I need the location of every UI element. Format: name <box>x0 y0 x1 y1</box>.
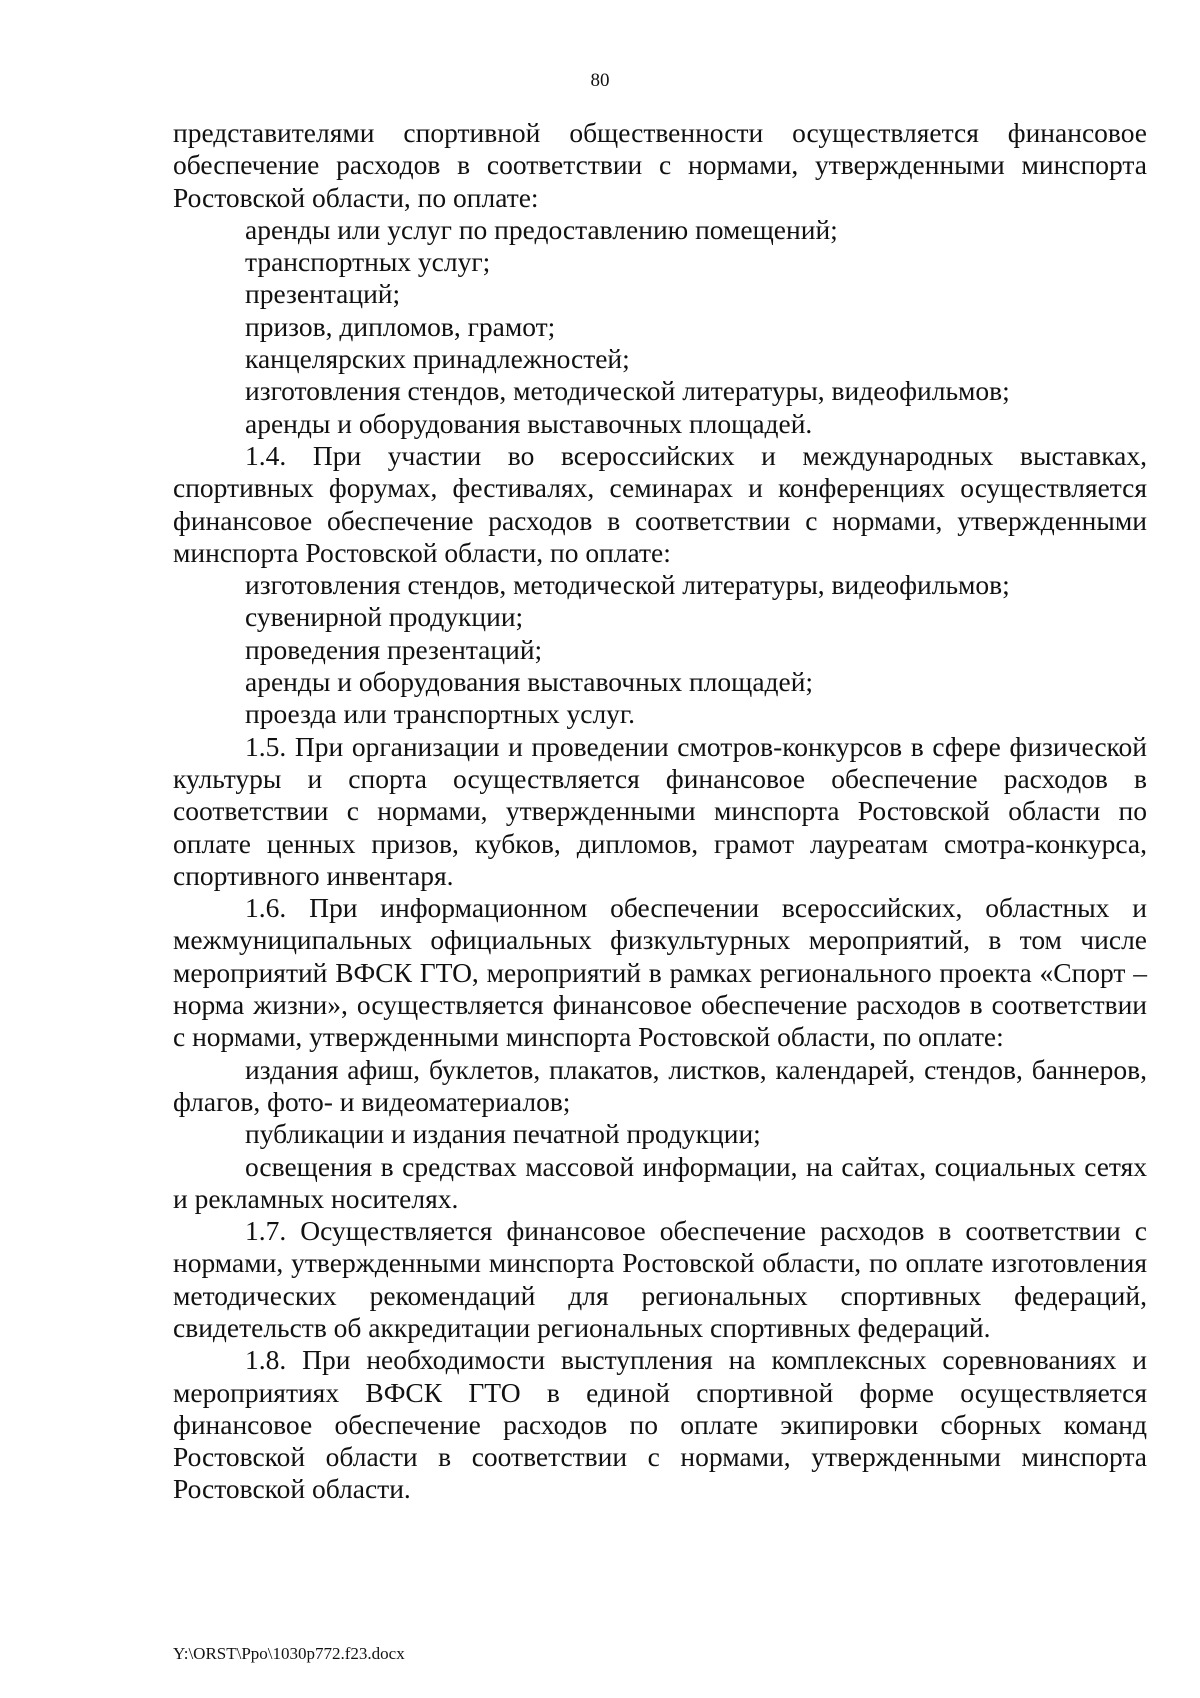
list-item: сувенирной продукции; <box>245 601 524 633</box>
paragraph-1-8: 1.8. При необходимости выступления на комплексных соревнованиях и мероприятиях ВФСК ГТО в единой спортивной форме осуществляется финансовое обеспечение расходов по оплате экипировки сборных команд Ростовской области в соответствии с нормами, утвержденными минспорта Ростовской области. <box>173 1344 1147 1505</box>
paragraph-1-5: 1.5. При организации и проведении смотров-конкурсов в сфере физической культуры и спорта осуществляется финансовое обеспечение расходов в соответствии с нормами, утвержденными минспорта Ростовской области по оплате ценных призов, кубков, дипломов, грамот лауреатам смотра-конкурса, спортивного инвентаря. <box>173 730 1147 891</box>
list-item: аренды и оборудования выставочных площадей. <box>245 407 813 439</box>
list-item: проезда или транспортных услуг. <box>245 698 635 730</box>
paragraph-1-4: 1.4. При участии во всероссийских и международных выставках, спортивных форумах, фестивалях, семинарах и конференциях осуществляется финансовое обеспечение расходов в соответствии с нормами, утвержденными минспорта Ростовской области, по оплате: <box>173 439 1147 568</box>
document-body <box>173 117 1147 1506</box>
page-number: 80 <box>590 70 610 91</box>
list-item: транспортных услуг; <box>245 246 491 278</box>
footer-file-path: Y:\ORST\Ppo\1030p772.f23.docx <box>173 1644 405 1663</box>
list-item: изготовления стендов, методической литературы, видеофильмов; <box>245 569 1010 601</box>
paragraph-1-7: 1.7. Осуществляется финансовое обеспечение расходов в соответствии с нормами, утвержденными минспорта Ростовской области, по оплате изготовления методических рекомендаций для региональных спортивных федераций, свидетельств об аккредитации региональных спортивных федераций. <box>173 1215 1147 1343</box>
paragraph-1-6: 1.6. При информационном обеспечении всероссийских, областных и межмуниципальных официальных физкультурных мероприятий, в том числе мероприятий ВФСК ГТО, мероприятий в рамках регионального проекта «Спорт – норма жизни», осуществляется финансовое обеспечение расходов в соответствии с нормами, утвержденными минспорта Ростовской области, по оплате: <box>173 892 1147 1053</box>
list-item: аренды или услуг по предоставлению помещений; <box>245 213 838 245</box>
list-item: презентаций; <box>245 278 401 310</box>
list-item: изготовления стендов, методической литературы, видеофильмов; <box>245 375 1010 407</box>
list-item: проведения презентаций; <box>245 633 543 665</box>
list-item: публикации и издания печатной продукции; <box>245 1118 761 1150</box>
paragraph: представителями спортивной общественности осуществляется финансовое обеспечение расходов в соответствии с нормами, утвержденными минспорта Ростовской области, по оплате: <box>173 117 1147 213</box>
list-item: аренды и оборудования выставочных площадей; <box>245 666 814 698</box>
list-item: издания афиш, буклетов, плакатов, листков, календарей, стендов, баннеров, флагов, фото- и видеоматериалов; <box>173 1053 1147 1117</box>
list-item: канцелярских принадлежностей; <box>245 343 630 375</box>
list-item: призов, дипломов, грамот; <box>245 310 556 342</box>
list-item: освещения в средствах массовой информации, на сайтах, социальных сетях и рекламных носителях. <box>173 1150 1147 1214</box>
